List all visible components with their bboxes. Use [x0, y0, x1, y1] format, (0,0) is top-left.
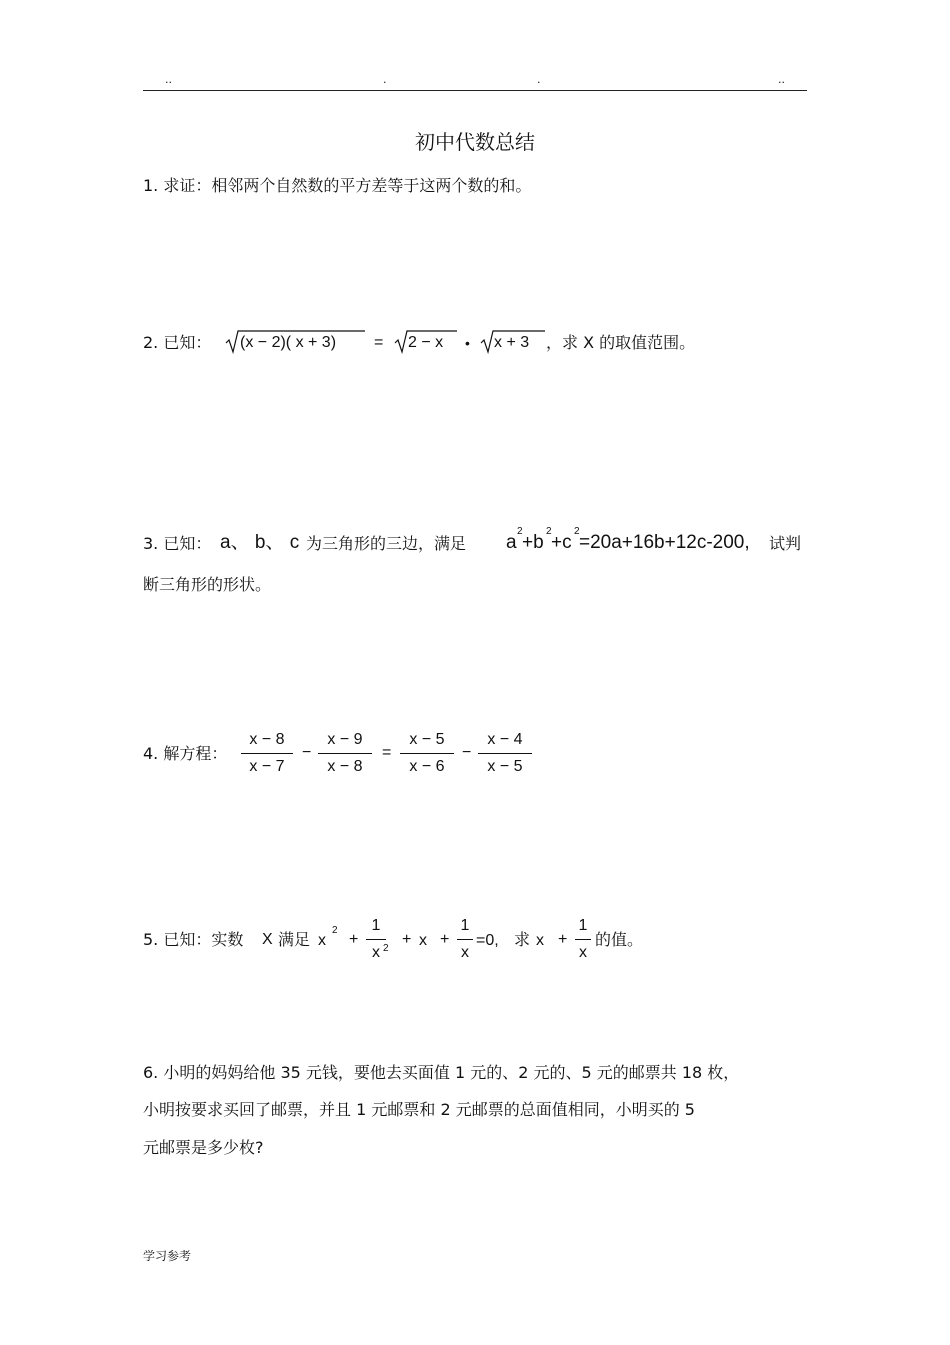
question-3-prefix: 3. 已知：	[143, 534, 212, 553]
fraction-2	[318, 730, 372, 777]
denominator: x	[579, 944, 587, 961]
numerator: x − 9	[327, 731, 363, 748]
question-6-line-3: 元邮票是多少枚?	[143, 1138, 264, 1157]
radicand-2: 2 − x	[408, 334, 444, 351]
exponent: 2	[517, 526, 523, 537]
exponent: 2	[546, 526, 552, 537]
fraction-bar	[575, 939, 591, 940]
question-3-suffix: 试判	[769, 534, 802, 553]
question-3-line-2: 断三角形的形状。	[143, 575, 272, 594]
denominator: x − 6	[409, 758, 445, 775]
question-6-line-1: 6. 小明的妈妈给他 35 元钱，要他去买面值 1 元的、2 元的、5 元的邮票共 18 枚，	[143, 1063, 740, 1082]
fraction-4	[478, 730, 532, 777]
fraction-3	[400, 730, 454, 777]
question-5-ask: 求	[514, 930, 531, 949]
term-a: a	[506, 532, 517, 553]
equals-zero: =0,	[476, 932, 499, 949]
question-5-prefix: 5. 已知：实数	[143, 930, 244, 949]
denominator: x	[372, 944, 380, 961]
plus-sign: +	[558, 931, 568, 948]
header-mark: ..	[165, 73, 172, 86]
multiply-dot: •	[465, 335, 470, 351]
term-x: x	[536, 932, 544, 949]
minus-sign: −	[462, 744, 472, 761]
term-x: x	[318, 932, 326, 949]
fraction-bar	[457, 939, 473, 940]
numerator: x − 4	[487, 731, 523, 748]
fraction-1	[241, 730, 293, 777]
radicand-1: (x − 2)( x + 3)	[240, 334, 337, 351]
question-1: 1. 求证：相邻两个自然数的平方差等于这两个数的和。	[143, 176, 532, 195]
denominator: x − 8	[327, 758, 363, 775]
plus-sign: +	[440, 931, 450, 948]
fraction-1-over-x	[457, 916, 473, 963]
header-mark: .	[537, 73, 541, 86]
numerator: 1	[460, 917, 470, 934]
equals-sign: =	[382, 744, 392, 761]
header-mark: .	[383, 73, 387, 86]
page-title: 初中代数总结	[415, 130, 535, 154]
header-mark: ..	[778, 73, 785, 86]
question-5-suffix: 的值。	[595, 930, 644, 949]
term-b: +b	[522, 532, 544, 553]
fraction-bar	[318, 753, 372, 754]
numerator: x − 8	[249, 731, 285, 748]
question-5-mid: 满足	[278, 930, 311, 949]
term-c: +c	[551, 532, 572, 553]
numerator: 1	[578, 917, 588, 934]
fraction-1-over-x-squared	[366, 916, 386, 963]
question-3-mid: 为三角形的三边，满足	[306, 534, 467, 553]
equals-sign: =	[374, 334, 384, 351]
numerator: 1	[371, 917, 381, 934]
plus-sign: +	[402, 931, 412, 948]
footer-note: 学习参考	[143, 1249, 192, 1263]
fraction-bar	[400, 753, 454, 754]
question-2-prefix: 2. 已知：	[143, 333, 212, 352]
exponent: 2	[574, 526, 580, 537]
question-4-prefix: 4. 解方程：	[143, 744, 228, 763]
triangle-sides: a、 b、 c	[220, 532, 300, 553]
radicand-3: x + 3	[494, 334, 530, 351]
fraction-bar	[241, 753, 293, 754]
question-2-suffix: ，求 X 的取值范围。	[546, 333, 696, 352]
variable-x: X	[262, 931, 273, 948]
exponent: 2	[332, 925, 338, 936]
plus-sign: +	[349, 931, 359, 948]
exponent: 2	[383, 943, 389, 954]
question-6-line-2: 小明按要求买回了邮票，并且 1 元邮票和 2 元邮票的总面值相同，小明买的 5	[143, 1100, 695, 1119]
minus-sign: −	[302, 744, 312, 761]
fraction-bar	[366, 939, 386, 940]
denominator: x − 7	[249, 758, 285, 775]
denominator: x − 5	[487, 758, 523, 775]
equation-rhs: =20a+16b+12c-200,	[579, 532, 750, 553]
fraction-1-over-x	[575, 916, 591, 963]
denominator: x	[461, 944, 469, 961]
fraction-bar	[478, 753, 532, 754]
term-x: x	[419, 932, 427, 949]
numerator: x − 5	[409, 731, 445, 748]
